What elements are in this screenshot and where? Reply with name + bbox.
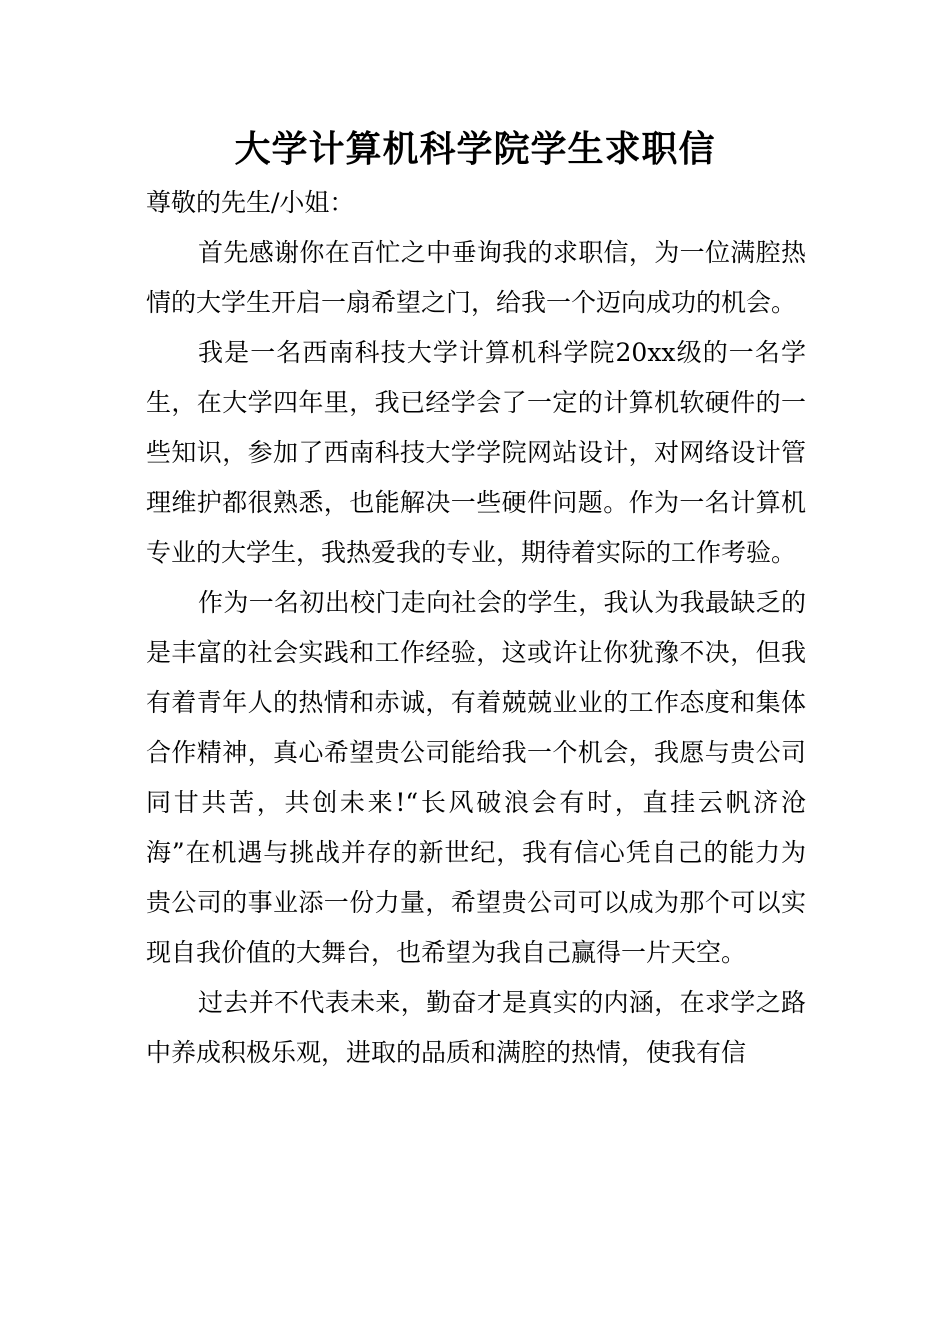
paragraph-4: 过去并不代表未来，勤奋才是真实的内涵，在求学之路中养成积极乐观，进取的品质和满腔的热情，使我有信 — [146, 988, 806, 1067]
letter-body — [146, 178, 806, 1078]
salutation: 尊敬的先生/小姐： — [146, 188, 355, 217]
document-title: 大学计算机科学院学生求职信 — [234, 129, 716, 170]
paragraph-2: 我是一名西南科技大学计算机科学院20xx级的一名学生，在大学四年里，我已经学会了一定的计算机软硬件的一些知识，参加了西南科技大学学院网站设计，对网络设计管理维护都很熟悉，也能解决一些硬件问题。作为一名计算机专业的大学生，我热爱我的专业，期待着实际的工作考验。 — [146, 338, 806, 567]
paragraph-1: 首先感谢你在百忙之中垂询我的求职信，为一位满腔热情的大学生开启一扇希望之门，给我一个迈向成功的机会。 — [146, 238, 806, 317]
paragraph-3: 作为一名初出校门走向社会的学生，我认为我最缺乏的是丰富的社会实践和工作经验，这或许让你犹豫不决，但我有着青年人的热情和赤诚，有着兢兢业业的工作态度和集体合作精神，真心希望贵公司能给我一个机会，我愿与贵公司同甘共苦，共创未来!“长风破浪会有时，直挂云帆济沧海”在机遇与挑战并存的新世纪，我有信心凭自己的能力为贵公司的事业添一份力量，希望贵公司可以成为那个可以实现自我价值的大舞台，也希望为我自己赢得一片天空。 — [146, 588, 806, 967]
